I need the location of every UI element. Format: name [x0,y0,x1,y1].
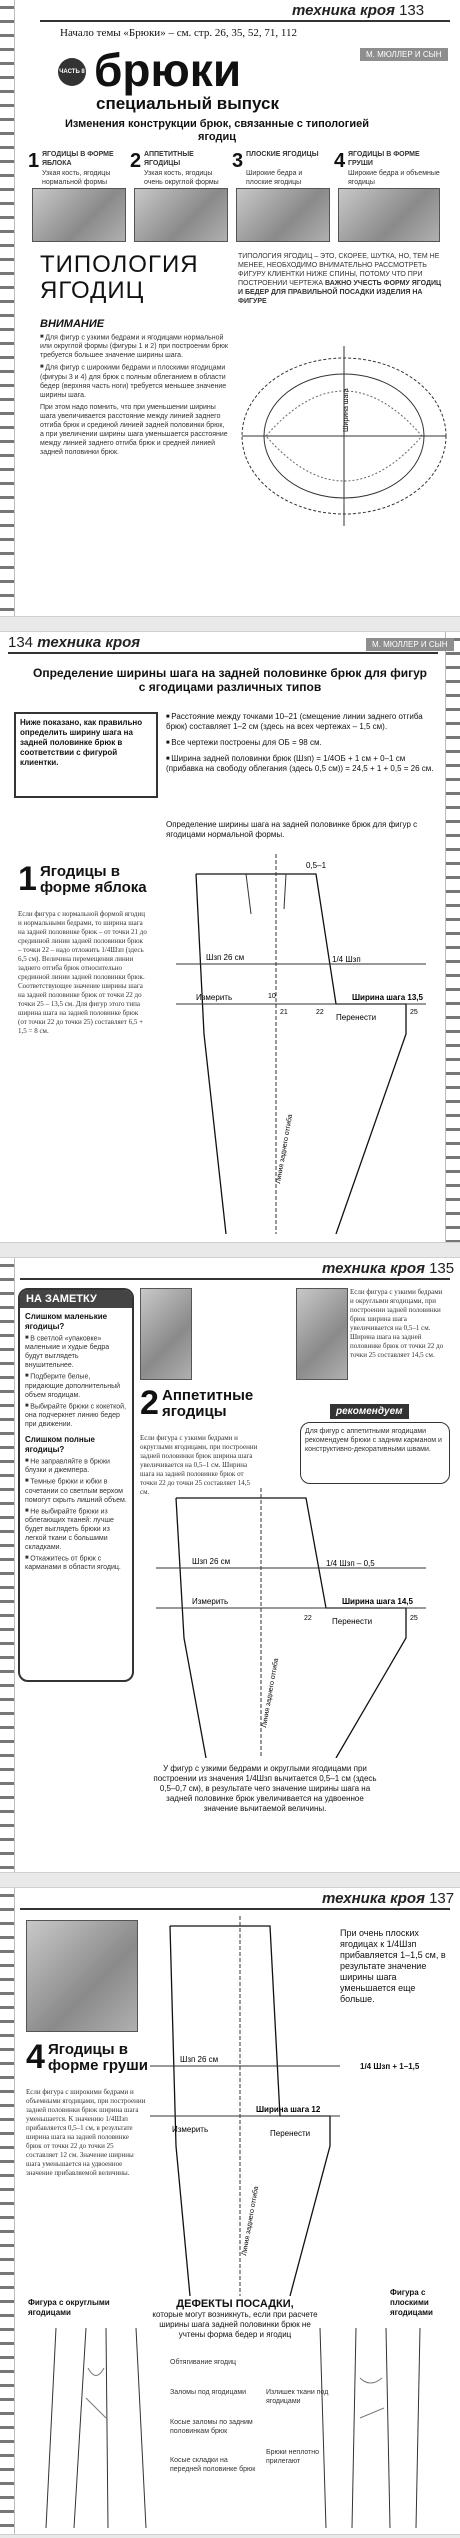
typology-title-line1: ТИПОЛОГИЯ [40,251,199,278]
note-title: НА ЗАМЕТКУ [20,1290,132,1308]
fold-lines [86,2368,106,2418]
bullet-item: ■ Расстояние между точками 10–21 (смещение линии заднего отгиба брюк) составляет 1–2 см (здесь на всех чертежах – 1,5 см). [166,712,436,732]
type-photo [134,188,228,242]
type-desc: Узкая кость, ягодицы нормальной формы [42,170,111,186]
note-item: ■ Не выбирайте брюки из облегающих тканей: лучше будет выглядеть брюки из легкой ткани с большими складками. [25,1507,127,1552]
top-text: При очень плоских ягодицах к 1/4Шзп прибавляется 1–1,5 см, в результате значение ширины шага уменьшается еще больше. [340,1928,446,2004]
recommend-text: Для фигур с аппетитными ягодицами рекомендуем брюки с задним карманом и конструктивно-декоративными швами. [305,1428,442,1453]
section-text: Если фигура с узкими бедрами и округлыми ягодицами, при построении задней половинки брюк ширина шага увеличивается на 0,5–1 см. Ширина шага на задней половинке брюк от точки 22 до точки 25 составляет 14,5 см. [140,1434,258,1496]
note-item: ■ Темные брюки и юбки в сочетании со светлым верхом помогут скрыть лишний объем. [25,1477,127,1504]
label-shzp: Шзп 26 см [180,2055,219,2064]
page-135 [0,1258,460,1872]
note-item: ■ Выбирайте брюки с кокеткой, она подчеркнет линию бедер при движении. [25,1402,127,1429]
figure-photo-2 [296,1288,348,1380]
note-subtitle: Слишком полные ягодицы? [25,1435,95,1455]
side-note-text: Ниже показано, как правильно определить ширину шага на задней половинке брюк в соответствии с фигурой клиентки. [20,718,143,767]
brand-label: М. МЮЛЛЕР И СЫН [366,638,454,651]
label-transfer: Перенести [270,2129,311,2138]
type-desc: Широкие бедра и объемные ягодицы [348,170,440,186]
header-rule [8,652,438,654]
attention-block [40,318,230,558]
header-rule [40,20,450,22]
type-desc: Узкая кость, ягодицы очень округлой формы [144,170,219,186]
type-card-1 [28,150,128,242]
type-photo [338,188,440,242]
dart-2 [284,874,286,909]
defects-title: ДЕФЕКТЫ ПОСАДКИ, [176,2298,294,2310]
type-name: ПЛОСКИЕ ЯГОДИЦЫ [246,151,319,158]
page-134 [0,632,460,1242]
side-note-box [14,712,158,798]
type-card-4 [334,150,450,242]
page-133 [0,0,460,616]
header-title: техника кроя [292,2,395,19]
section-text-copy: Если фигура с узкими бедрами и округлыми ягодицами, при построении задней половинки брюк ширина шага увеличивается на 0,5–1 см. Ширина шага на задней половинке брюк от точки 22 до точки 25 составляет 14,5 см. [350,1288,444,1359]
defect-note-1: Обтягивание ягодиц [170,2359,236,2366]
figure-photo [26,1920,138,2032]
bullet-item: ■ Ширина задней половинки брюк (Шзп) = 1/4ОБ + 1 см + 0–1 см (прибавка на свободу облегания (здесь 0,5 см)) = 24,5 + 1 + 0,5 = 26 см. [166,754,436,774]
section-title: Ягодицы в форме яблока [40,863,147,896]
label-measure: Измерить [196,993,233,1002]
header-rule [20,1908,450,1910]
type-name: АППЕТИТНЫЕ ЯГОДИЦЫ [144,151,194,167]
attention-item: ■ Для фигур с узкими бедрами и ягодицами нормальной или округлой формы (фигуры 1 и 2) при построении брюк требуется большее значение ширины шага. [40,333,230,360]
point-21: 21 [280,1009,288,1016]
dart-1 [246,874,251,914]
label-quarter: 1/4 Шзп [332,955,361,964]
page-137 [0,1888,460,2534]
label-fold: Линия заднего отгиба [275,1113,295,1185]
buttocks-diagram [236,326,452,596]
defect-note-5: Излишек ткани под ягодицами [266,2389,329,2405]
point-22: 22 [316,1009,324,1016]
point-10: 10 [268,993,276,1000]
point-22: 22 [304,1615,312,1622]
defects-text: которые могут возникнуть, если при расчете ширины шага задней половинки брюк не учтены форма бедер и ягодиц [152,2310,318,2339]
figure-photo [140,1288,192,1380]
header-title: техника кроя [37,634,141,651]
top-right-text [350,1288,446,1360]
attention-title: ВНИМАНИЕ [40,318,105,330]
section-text: Если фигура с нормальной формой ягодиц и нормальными бедрами, то ширина шага на задней половинке брюк – от точки 21 до срединной линии задней половинки брюк – точки 22 – надо отложить 1/4Шзп (здесь 6,5 см). Величина перемещения линии заднего отгиба брюк относительно срединной линии задней половинки брюк. Соответствующее значение ширины шага на задней половинке брюк от точки 22 до точки 25 – 13,5 см. Для фигур этого типа ширина шага на задней половинке брюк (от точки 22 до точки 25) составляет 6,5 + 1,5 = 8 см. [18,910,147,1035]
defect-note-4: Косые складки на передней половинке брюк [170,2457,256,2473]
type-number: 3 [232,150,244,172]
left-fig-title: Фигура с округлыми ягодицами [28,2298,110,2317]
section-number: 1 [18,860,37,898]
right-fig-title: Фигура с плоскими ягодицами [390,2288,433,2317]
pattern-drawing-1 [156,854,456,1234]
header-title: техника кроя [322,1890,425,1907]
fold-lines [360,2378,384,2418]
type-number: 1 [28,150,40,172]
back-pattern-outline [176,1498,406,1758]
page-header [322,1260,454,1277]
label-transfer: Перенести [332,1617,373,1626]
spiral-binding [0,1258,15,1872]
type-photo [236,188,330,242]
typology-text [238,252,444,306]
page-number: 135 [429,1260,455,1277]
defect-note-6: Брюки неплотно прилегают [266,2449,320,2465]
section-title: Аппетитные ягодицы [162,1387,254,1420]
label-width: Ширина шага 14,5 [342,1597,413,1606]
brand-label: М. МЮЛЛЕР И СЫН [360,48,448,61]
attention-item: ■ Для фигур с широкими бедрами и плоскими ягодицами (фигуры 3 и 4) для брюк с полным облеганием в области бедер (верхняя часть ноги) требуется меньшее значение ширины шага. [40,363,230,399]
header-title: техника кроя [322,1260,425,1277]
part-label: ЧАСТЬ 8 [59,69,85,75]
label-quarter: 1/4 Шзп – 0,5 [326,1559,375,1568]
label-measure: Измерить [172,2125,209,2134]
bullets [166,712,436,774]
defect-legs-right [300,2328,450,2528]
type-photo [32,188,126,242]
label-05: 0,5–1 [306,861,327,870]
label-width: Ширина шага 13,5 [352,993,423,1002]
recommend-box [300,1422,450,1484]
width-label: Ширина шага [343,388,350,432]
label-shzp: Шзп 26 см [192,1557,231,1566]
page-header [292,2,424,19]
section-text: Если фигура с широкими бедрами и объемными ягодицами, при построении задней половинки брюк ширина шага уменьшается. К значению 1/4Шзп прибавляется 0,5–1 см, в результате ширина шага на задней половинке брюк от точки 22 до точки 25 составляет 12 см. Значение ширины шага уменьшается на удвоенное значение прибавляемой величины. [26,2088,146,2177]
label-transfer: Перенести [336,1013,377,1022]
leg-outline [320,2328,420,2528]
typology-title-line2: ЯГОДИЦ [40,277,145,304]
label-fold: Линия заднего отгиба [241,2185,261,2257]
main-title: брюки [94,44,242,96]
page-header [322,1890,454,1907]
type-number: 2 [130,150,142,172]
type-card-2 [130,150,230,242]
defect-legs-left [26,2328,156,2528]
point-25: 25 [410,1009,418,1016]
point-25: 25 [410,1615,418,1622]
section-heading: Изменения конструкции брюк, связанные с типологией ягодиц [65,118,369,143]
topic-line: Начало темы «Брюки» – см. стр. 26, 35, 52, 71, 112 [60,27,297,39]
header-rule [20,1278,450,1280]
note-item: ■ Откажитесь от брюк с карманами в области ягодиц. [25,1554,127,1572]
section-heading: Определение ширины шага на задней половинке брюк для фигур с ягодицами различных типов [33,666,427,694]
spiral-binding [0,1888,15,2534]
defect-note-3: Косые заломы по задним половинкам брюк [170,2419,253,2435]
type-number: 4 [334,150,346,172]
type-desc: Широкие бедра и плоские ягодицы [246,170,303,186]
back-pattern-outline [196,874,406,1234]
label-width: Ширина шага 12 [256,2105,321,2114]
page-number: 137 [429,1890,455,1907]
typology-title [40,252,199,304]
note-subtitle: Слишком маленькие ягодицы? [25,1312,108,1331]
type-name: ЯГОДИЦЫ В ФОРМЕ ГРУШИ [348,151,420,167]
label-measure: Измерить [192,1597,229,1606]
bullet-item: ■ Все чертежи построены для ОБ = 98 см. [166,738,436,748]
spiral-binding [0,0,15,616]
page-header [8,634,140,651]
defects-block [150,2298,320,2340]
pattern-drawing-4 [150,1916,340,2296]
type-name: ЯГОДИЦЫ В ФОРМЕ ЯБЛОКА [42,151,114,167]
label-fold: Линия заднего отгиба [261,1657,281,1729]
part-badge [58,58,86,86]
defect-note-2: Заломы под ягодицами [170,2389,247,2396]
note-box [18,1288,134,1682]
attention-more: При этом надо помнить, что при уменьшении ширины шага увеличивается расстояние между линией заднего отгиба брюк и срединой линией задней половинки брюк, а при увеличении ширины шага уменьшается расстояние между линией заднего отгиба брюк и средней линией задней половинки брюк. [40,403,228,456]
page-number: 133 [399,2,425,19]
leg-outline [46,2328,146,2528]
main-subtitle: специальный выпуск [96,94,279,113]
section-number: 2 [140,1384,159,1422]
note-item: ■ В светлой «упаковке» маленькие и худые бедра будут выглядеть внушительнее. [25,1334,127,1370]
page-number: 134 [8,634,34,651]
pattern-drawing-2 [136,1488,452,1758]
type-card-3 [232,150,332,242]
typology-text-bold: ВАЖНО УЧЕСТЬ ФОРМУ ЯГОДИЦ И БЕДЕР ДЛЯ ПРАВИЛЬНОЙ ПОСАДКИ ИЗДЕЛИЯ НА ФИГУРЕ [238,280,442,305]
bottom-text: У фигур с узкими бедрами и округлыми ягодицами при построении из значения 1/4Шзп вычитается 0,5–1 см (здесь 0,5–0,7 см), в результате чего значение ширины шага на задней половинке брюк увеличивается на удвоенное значение вычитаемой величины. [153,1764,377,1813]
recommend-badge: рекомендуем [330,1404,409,1419]
section-number: 4 [26,2038,45,2076]
note-item: ■ Не заправляйте в брюки блузки и джемпера. [25,1457,127,1475]
quarter-label: 1/4 Шзп + 1–1,5 [360,2062,420,2071]
note-item: ■ Подберите белые, придающие дополнительный объем ягодицам. [25,1372,127,1399]
intro-text: Определение ширины шага на задней половинке брюк для фигур с ягодицами нормальной формы. [166,820,418,839]
label-shzp: Шзп 26 см [206,953,245,962]
typology-text-body: ТИПОЛОГИЯ ЯГОДИЦ – ЭТО, СКОРЕЕ, ШУТКА, НО, ТЕМ НЕ МЕНЕЕ, НЕОБХОДИМО ВНИМАТЕЛЬНО РАССМОТРЕТЬ ФИГУРУ КЛИЕНТКИ НИЖЕ СПИНЫ, ПОТОМУ ЧТО ПРИ ПОСТРОЕНИИ ЧЕРТЕЖА [238,253,440,287]
section-title: Ягодицы в форме груши [48,2041,148,2074]
